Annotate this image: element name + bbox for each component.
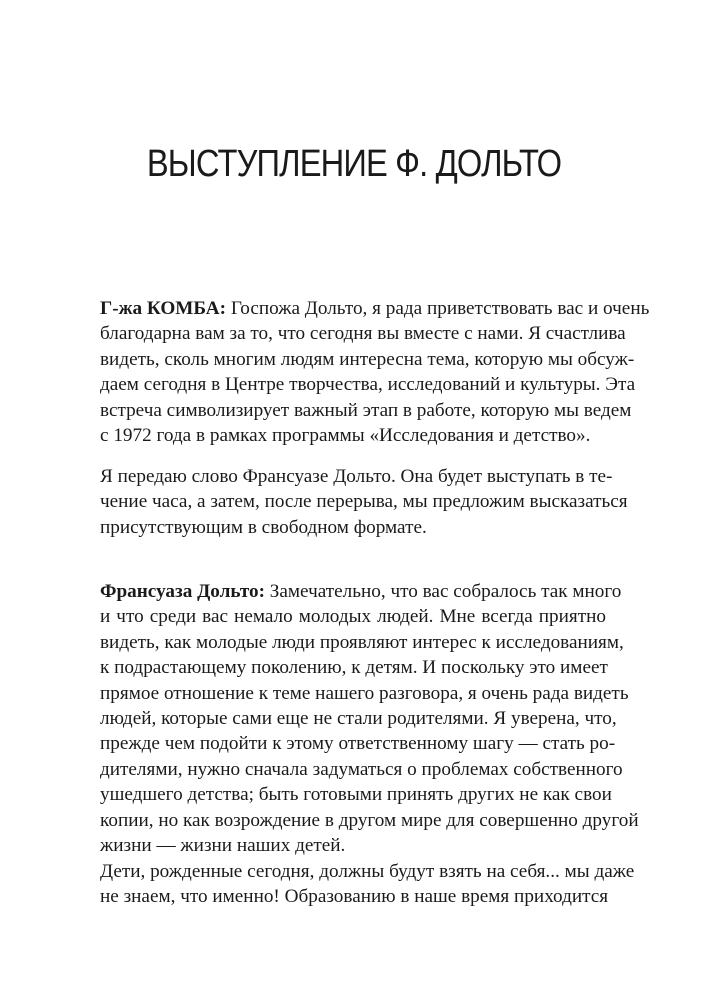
text-line: копии, но как возрождение в другом мире для совершенно другой — [100, 809, 639, 831]
text-line: к подрастающему поколению, к детям. И поскольку это имеет — [100, 657, 608, 679]
speaker-name: Г-жа КОМБА: — [100, 298, 227, 319]
paragraph-dolto-speech — [100, 579, 639, 858]
text-line: Я передаю слово Франсуазе Дольто. Она будет выступать в те- — [100, 466, 613, 487]
paragraph-dolto-children — [100, 859, 635, 910]
text-line: Г-жа КОМБА: Госпожа Дольто, я рада приветствовать вас и очень — [100, 298, 650, 319]
text-line: не знаем, что именно! Образованию в наше время приходится — [100, 886, 609, 908]
paragraph-komba-handover — [100, 464, 628, 540]
text-line: встреча символизирует важный этап в работе, которую мы ведем — [100, 399, 632, 421]
text-line: даем сегодня в Центре творчества, исследований и культуры. Эта — [100, 374, 636, 396]
text-line: прямое отношение к теме нашего разговора, я очень рада видеть — [100, 682, 629, 704]
text-line: людей, которые сами еще не стали родителями. Я уверена, что, — [100, 708, 617, 730]
text-line: прежде чем подойти к этому ответственному шагу — стать ро- — [100, 733, 616, 755]
text-line: присутствующим в свободном формате. — [100, 516, 427, 538]
text-line: ушедшего детства; быть готовыми принять других не как свои — [100, 784, 612, 806]
text-line: Франсуаза Дольто: Замечательно, что вас собралось так много — [100, 581, 622, 602]
text-line: видеть, сколь многим людям интересна тема, которую мы обсуж- — [100, 348, 635, 370]
text-line: благодарна вам за то, что сегодня вы вместе с нами. Я счастлива — [100, 323, 626, 345]
speaker-name: Франсуаза Дольто: — [100, 581, 265, 602]
text-line: и что среди вас немало молодых людей. Мне всегда приятно — [100, 606, 606, 628]
chapter-title: ВЫСТУПЛЕНИЕ Ф. ДОЛЬТО — [146, 143, 562, 185]
paragraph-komba-intro — [100, 296, 650, 448]
text-line: Дети, рожденные сегодня, должны будут взять на себя... мы даже — [100, 861, 635, 882]
text-line: с 1972 года в рамках программы «Исследования и детство». — [100, 425, 591, 447]
text-line: жизни — жизни наших детей. — [100, 835, 346, 857]
text-line: чение часа, а затем, после перерыва, мы предложим высказаться — [100, 491, 628, 513]
text-line: дителями, нужно сначала задуматься о проблемах собственного — [100, 758, 623, 780]
text-line: видеть, как молодые люди проявляют интерес к исследованиям, — [100, 631, 624, 653]
